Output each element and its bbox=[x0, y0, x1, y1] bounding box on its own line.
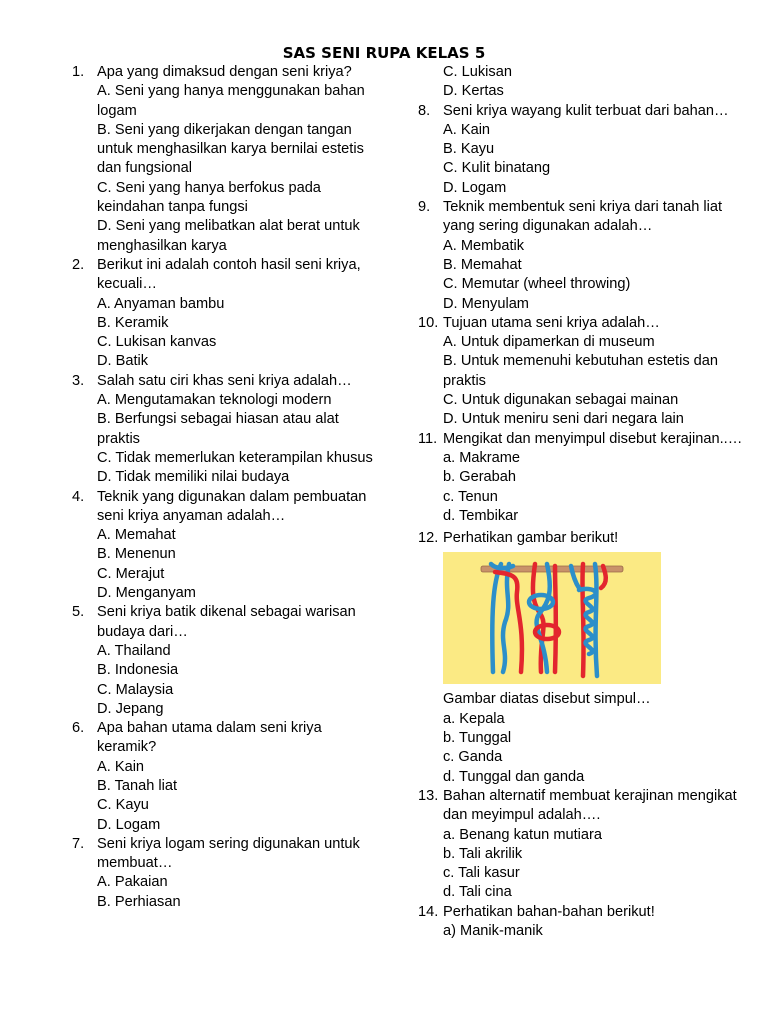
question-text: Perhatikan gambar berikut! bbox=[443, 530, 619, 547]
option: c. Tali kasur bbox=[443, 865, 520, 882]
option: b. Gerabah bbox=[443, 469, 517, 486]
option: B. Seni yang dikerjakan dengan tangan untuk menghasilkan karya bernilai estetis dan fungsional bbox=[97, 121, 364, 177]
right-column bbox=[418, 63, 748, 941]
question-text: Berikut ini adalah contoh hasil seni kriya, kecuali… bbox=[97, 256, 361, 293]
question-text: Bahan alternatif membuat kerajinan mengikat dan meyimpul adalah…. bbox=[443, 787, 737, 824]
option: D. Seni yang melibatkan alat berat untuk menghasilkan karya bbox=[97, 218, 360, 254]
option: A. Kain bbox=[97, 758, 145, 775]
option: a. Benang katun mutiara bbox=[443, 826, 603, 843]
option: B. Indonesia bbox=[97, 662, 179, 679]
question-9 bbox=[418, 198, 748, 314]
option: c. Tenun bbox=[443, 488, 498, 505]
question-14 bbox=[418, 903, 748, 942]
option: C. Malaysia bbox=[97, 681, 174, 698]
question-number: 4. bbox=[72, 488, 85, 505]
left-column bbox=[72, 63, 382, 912]
option: a. Makrame bbox=[443, 449, 521, 466]
option: B. Berfungsi sebagai hiasan atau alat praktis bbox=[97, 411, 339, 447]
option: B. Kayu bbox=[443, 141, 495, 158]
option: C. Lukisan kanvas bbox=[97, 334, 217, 351]
question-text: Perhatikan bahan-bahan berikut! bbox=[443, 903, 655, 920]
question-text: Salah satu ciri khas seni kriya adalah… bbox=[97, 372, 352, 389]
macrame-knot-image bbox=[443, 552, 661, 684]
question-number: 2. bbox=[72, 256, 85, 273]
question-number: 9. bbox=[418, 199, 431, 216]
option: D. Jepang bbox=[97, 700, 164, 717]
question-text: Apa yang dimaksud dengan seni kriya? bbox=[97, 64, 352, 80]
option: C. Tidak memerlukan keterampilan khusus bbox=[97, 449, 373, 466]
option: A. Memahat bbox=[97, 527, 176, 544]
question-number: 5. bbox=[72, 604, 85, 621]
option: d. Tunggal dan ganda bbox=[443, 768, 585, 785]
option: D. Untuk meniru seni dari negara lain bbox=[443, 411, 684, 428]
option: D. Tidak memiliki nilai budaya bbox=[97, 469, 290, 486]
option: a) Manik-manik bbox=[443, 922, 543, 939]
option: A. Membatik bbox=[443, 237, 525, 254]
question-text: Teknik membentuk seni kriya dari tanah liat yang sering digunakan adalah… bbox=[443, 199, 723, 235]
option: D. Logam bbox=[97, 816, 161, 833]
option: a. Kepala bbox=[443, 710, 505, 727]
question-text: Mengikat dan menyimpul disebut kerajinan..… bbox=[443, 430, 743, 447]
option: B. Untuk memenuhi kebutuhan estetis dan praktis bbox=[443, 353, 719, 389]
question-6 bbox=[72, 719, 382, 835]
option: D. Batik bbox=[97, 353, 149, 370]
option: d. Tali cina bbox=[443, 884, 512, 901]
question-8 bbox=[418, 102, 748, 198]
question-caption: Gambar diatas disebut simpul… bbox=[443, 691, 651, 708]
question-5 bbox=[72, 603, 382, 719]
option: D. Kertas bbox=[443, 83, 504, 100]
question-4 bbox=[72, 488, 382, 604]
question-number: 11. bbox=[418, 430, 438, 447]
option: A. Seni yang hanya menggunakan bahan logam bbox=[97, 83, 365, 119]
option: A. Pakaian bbox=[97, 874, 168, 891]
question-text: Seni kriya wayang kulit terbuat dari bahan… bbox=[443, 102, 729, 119]
option: C. Lukisan bbox=[443, 64, 512, 80]
question-number: 13. bbox=[418, 787, 439, 804]
option: A. Untuk dipamerkan di museum bbox=[443, 334, 655, 351]
page-title: SAS SENI RUPA KELAS 5 bbox=[282, 44, 486, 62]
option: C. Seni yang hanya berfokus pada keindahan tanpa fungsi bbox=[97, 179, 321, 216]
question-number: 3. bbox=[72, 372, 85, 389]
question-text: Teknik yang digunakan dalam pembuatan seni kriya anyaman adalah… bbox=[97, 488, 367, 524]
option: b. Tali akrilik bbox=[443, 845, 523, 862]
option: D. Menganyam bbox=[97, 585, 196, 602]
option: A. Kain bbox=[443, 121, 491, 138]
option: C. Merajut bbox=[97, 565, 165, 582]
question-7-continued bbox=[418, 63, 748, 102]
question-text: Seni kriya logam sering digunakan untuk membuat… bbox=[97, 835, 360, 872]
option: D. Logam bbox=[443, 179, 507, 196]
option: D. Menyulam bbox=[443, 295, 529, 312]
question-1 bbox=[72, 63, 382, 256]
option: C. Untuk digunakan sebagai mainan bbox=[443, 392, 679, 409]
question-2 bbox=[72, 256, 382, 372]
question-13 bbox=[418, 787, 748, 903]
question-3 bbox=[72, 372, 382, 488]
option: c. Ganda bbox=[443, 749, 503, 766]
question-number: 10. bbox=[418, 314, 439, 331]
option: B. Perhiasan bbox=[97, 893, 181, 910]
question-10 bbox=[418, 314, 748, 430]
question-text: Tujuan utama seni kriya adalah… bbox=[443, 314, 660, 331]
question-11 bbox=[418, 430, 748, 526]
option: A. Mengutamakan teknologi modern bbox=[97, 392, 332, 409]
question-number: 6. bbox=[72, 720, 85, 737]
option: d. Tembikar bbox=[443, 507, 519, 524]
option: A. Anyaman bambu bbox=[97, 295, 225, 312]
question-7 bbox=[72, 835, 382, 912]
question-number: 1. bbox=[72, 64, 85, 80]
option: B. Tanah liat bbox=[97, 777, 178, 794]
option: C. Memutar (wheel throwing) bbox=[443, 276, 631, 293]
option: B. Keramik bbox=[97, 314, 169, 331]
option: b. Tunggal bbox=[443, 730, 512, 747]
question-text: Apa bahan utama dalam seni kriya keramik? bbox=[97, 720, 322, 756]
question-number: 7. bbox=[72, 835, 85, 852]
question-text: Seni kriya batik dikenal sebagai warisan budaya dari… bbox=[97, 604, 356, 640]
question-number: 14. bbox=[418, 903, 439, 920]
option: B. Memahat bbox=[443, 256, 522, 273]
option: A. Thailand bbox=[97, 642, 171, 659]
question-number: 8. bbox=[418, 102, 431, 119]
question-number: 12. bbox=[418, 530, 439, 547]
option: B. Menenun bbox=[97, 546, 176, 563]
option: C. Kayu bbox=[97, 797, 149, 814]
option: C. Kulit binatang bbox=[443, 160, 551, 177]
question-12 bbox=[418, 529, 748, 787]
